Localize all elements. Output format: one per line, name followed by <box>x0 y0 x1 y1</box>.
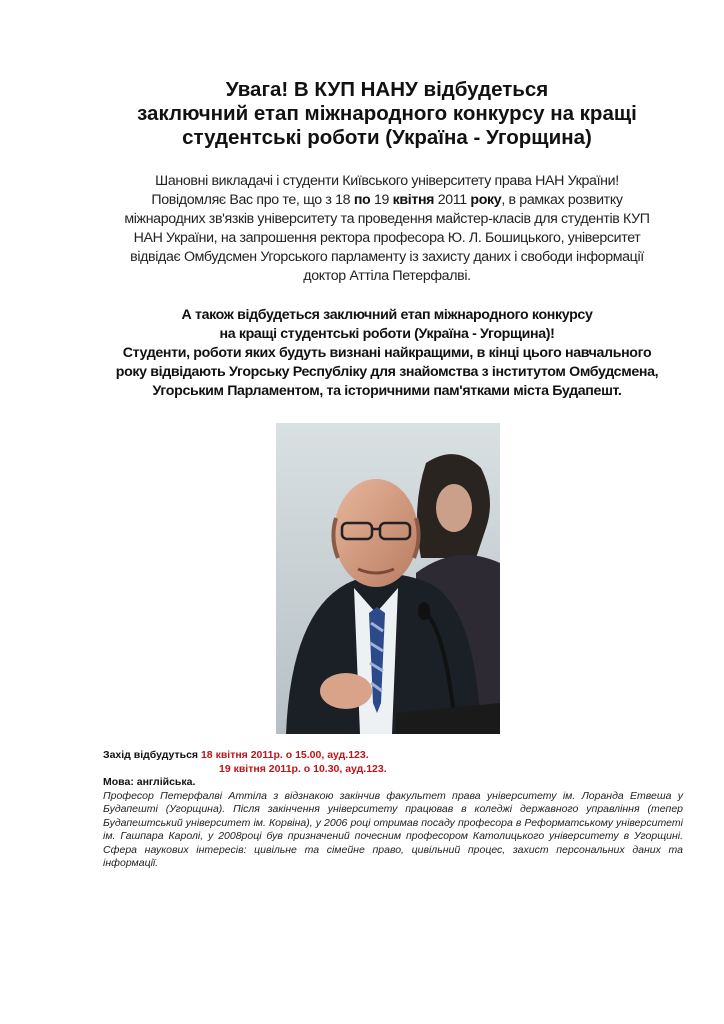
event-date-row-1 <box>103 749 683 763</box>
contest-line-5: Угорським Парламентом, та історичними пам'ятками міста Будапешт. <box>152 383 622 399</box>
contest-line-2: на кращі студентські роботи (Україна - Угорщина)! <box>219 326 555 342</box>
intro-line-2: Повідомляє Вас про те, що з 18 по 19 квітня 2011 року, в рамках розвитку <box>151 192 623 208</box>
announcement-title <box>100 78 674 150</box>
intro-paragraph <box>100 172 674 286</box>
intro-line-4: НАН України, на запрошення ректора професора Ю. Л. Бошицького, університет <box>133 230 641 246</box>
event-date-row-2 <box>103 763 683 777</box>
event-language: Мова: англійська. <box>103 776 196 788</box>
speaker-photo <box>276 423 500 734</box>
event-label: Захід відбудуться <box>103 749 201 761</box>
intro-line-6: доктор Аттіла Петерфалві. <box>303 268 471 284</box>
contest-paragraph <box>95 306 679 401</box>
speaker-bio: Професор Петерфалві Аттіла з відзнакою закінчив факультет права університету ім. Лоранда Етвеша у Будапешті (Угорщина). Після закінчення університету працював в коледжі державного управління (тепер Будапештський університет ім. Корвіна), у 2006 році отримав посаду професора в Реформатському університеті ім. Гашпара Каролі, у 2008році був призначений почесним професором Католицького університету в Угорщині. Сфера наукових інтересів: цивільне та сімейне право, цивільний процес, захист персональних даних та інформації. <box>103 789 683 869</box>
event-date-1: 18 квітня 2011р. о 15.00, ауд.123. <box>200 749 369 761</box>
intro-line-3: міжнародних зв'язків університету та проведення майстер-класів для студентів КУП <box>124 211 650 227</box>
event-details <box>103 749 683 871</box>
title-line-3: студентські роботи (Україна - Угорщина) <box>182 126 592 149</box>
contest-line-3: Студенти, роботи яких будуть визнані найкращими, в кінці цього навчального <box>122 345 652 361</box>
contest-line-1: А також відбудеться заключний етап міжнародного конкурсу <box>181 307 593 323</box>
title-line-2: заключний етап міжнародного конкурсу на кращі <box>137 102 637 125</box>
event-date-2: 19 квітня 2011р. о 10.30, ауд.123. <box>219 762 387 775</box>
intro-line-1: Шановні викладачі і студенти Київського університету права НАН України! <box>155 173 619 189</box>
contest-line-4: року відвідають Угорську Республіку для знайомства з інститутом Омбудсмена, <box>115 364 659 380</box>
intro-line-5: відвідає Омбудсмен Угорського парламенту із захисту даних і свободи інформації <box>130 249 644 265</box>
title-line-1: Увага! В КУП НАНУ відбудеться <box>225 78 549 101</box>
